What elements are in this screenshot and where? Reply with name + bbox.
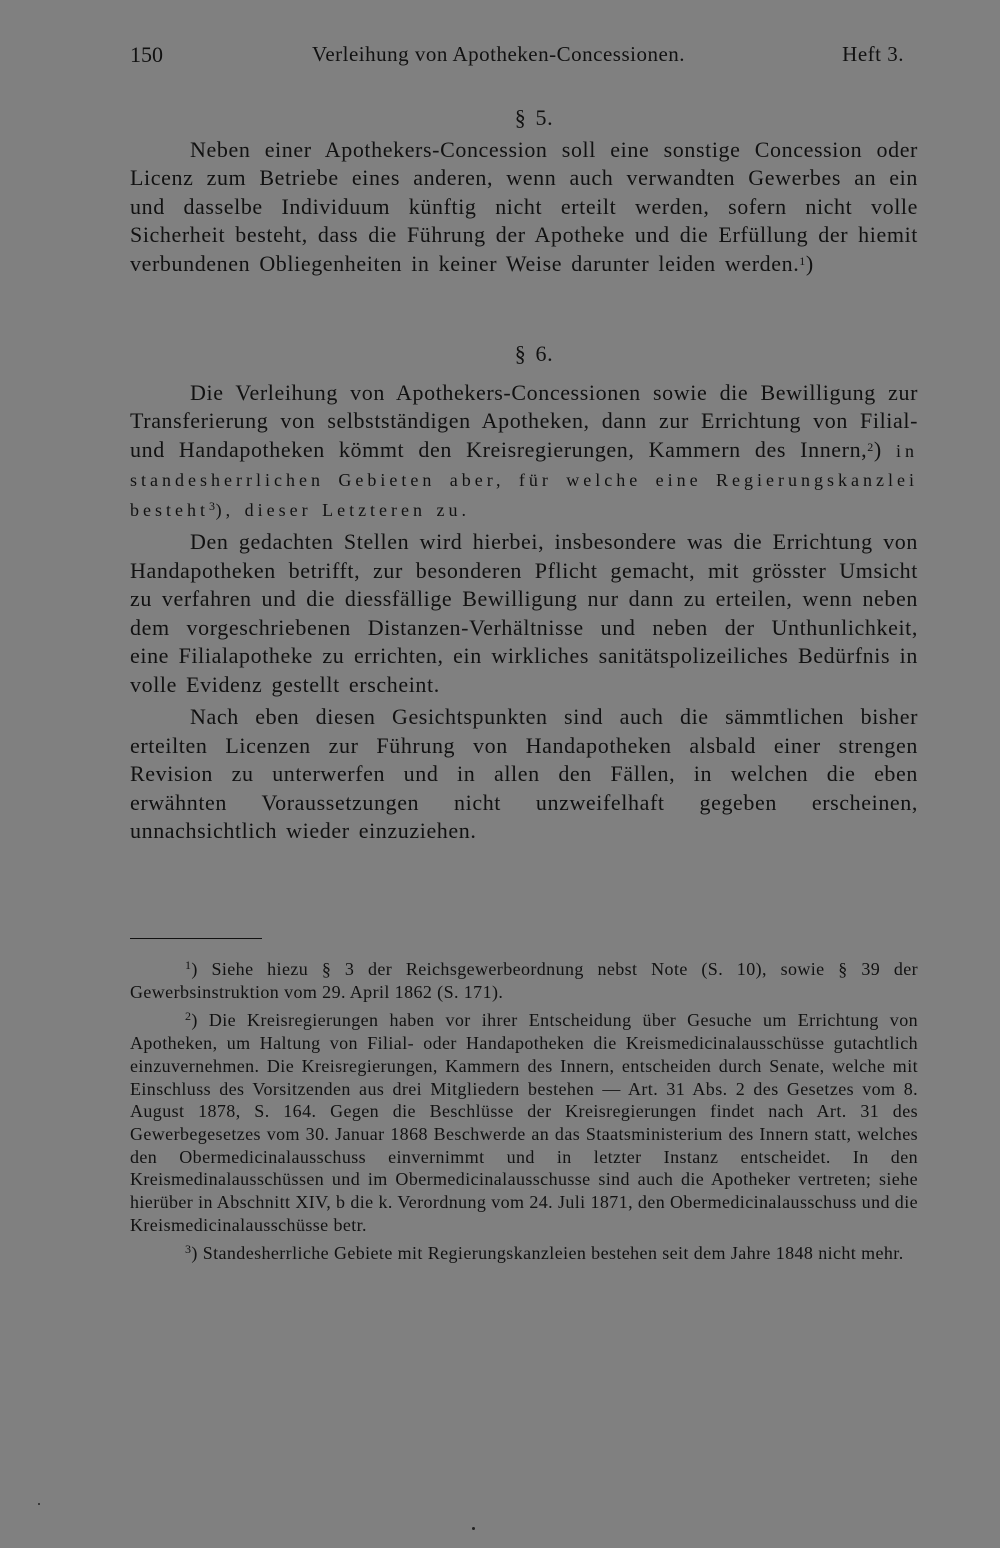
- section-6-p1-close: ): [873, 436, 882, 462]
- footnote-ref-close: ): [805, 250, 814, 276]
- section-5-paragraph: [130, 136, 918, 279]
- footnote-separator: [130, 938, 262, 939]
- section-5-text: Neben einer Apothekers-Concession soll eine sonstige Concession oder Licenz zum Betriebe eines anderen, wenn auch verwandten Gewerbes an ein und dasselbe Individuum künftig nicht erteilt werden, sofern nicht volle Sicherheit besteht, dass die Führung der Apotheke und die Erfüllung der hiemit verbundenen Obliegenheiten in keiner Weise darunter leiden werden.: [130, 136, 918, 276]
- footnote-2: [130, 1009, 918, 1236]
- footnote-3-number: 3: [185, 1242, 192, 1257]
- section-5: [130, 104, 918, 278]
- footnote-1: [130, 958, 918, 1003]
- section-6-spaced-end: ), dieser Letzteren zu.: [215, 499, 471, 520]
- footnote-2-number: 2: [185, 1009, 192, 1024]
- print-speck: [472, 1527, 475, 1530]
- footnote-3: [130, 1242, 918, 1265]
- footnote-2-text: ) Die Kreisregierungen haben vor ihrer Entscheidung über Gesuche um Errichtung von Apotheken, um Haltung von Filial- oder Handapotheken die Kreismedicinalausschüsse gutachtlich einzuvernehmen. Die Kreisregierungen, Kammern des Innern, entscheiden durch Senate, welche mit Einschluss des Vorsitzenden aus drei Mitgliedern bestehen — Art. 31 Abs. 2 des Gesetzes vom 8. August 1878, S. 164. Gegen die Beschlüsse der Kreisregierungen findet nach Art. 31 des Gewerbegesetzes vom 30. Januar 1868 Beschwerde an das Staatsministerium des Innern statt, welches den Obermedicinalausschuss einvernimmt und in letzter Instanz entscheidet. In den Kreismedinalausschüssen und im Obermedicinalausschusse sind auch die Apotheker vertreten; siehe hierüber in Abschnitt XIV, b die k. Verordnung vom 24. Juli 1871, den Obermedicinalausschuss und die Kreismedicinalausschüsse betr.: [130, 1010, 918, 1235]
- footnote-1-text: ) Siehe hiezu § 3 der Reichsgewerbeordnung nebst Note (S. 10), sowie § 39 der Gewerbsinstruktion vom 29. April 1862 (S. 171).: [130, 959, 918, 1002]
- footnote-ref-3: 3: [209, 498, 216, 513]
- page-number: 150: [130, 42, 163, 67]
- footnotes: [130, 958, 918, 1265]
- footnote-3-text: ) Standesherrliche Gebiete mit Regierungskanzleien bestehen seit dem Jahre 1848 nicht mehr.: [191, 1243, 904, 1264]
- footnote-ref-2: 2: [867, 439, 874, 454]
- section-6-paragraph-2: Den gedachten Stellen wird hierbei, insbesondere was die Errichtung von Handapotheken betrifft, zur besonderen Pflicht gemacht, mit grösster Umsicht zu verfahren und die diessfällige Bewilligung nur dann zu erteilen, wenn neben dem vorgeschriebenen Distanzen-Verhältnisse und neben der Unthunlichkeit, eine Filialapotheke zu errichten, ein wirkliches sanitätspolizeiliches Bedürfnis in volle Evidenz gestellt erscheint.: [130, 529, 918, 697]
- section-5-heading: § 5.: [514, 105, 554, 130]
- section-6: [130, 340, 918, 846]
- running-title: Verleihung von Apotheken-Concessionen.: [312, 42, 686, 66]
- print-speck: [38, 1503, 40, 1505]
- section-6-p1-text: Die Verleihung von Apothekers-Concessionen sowie die Bewilligung zur Transferierung von selbstständigen Apotheken, dann zur Errichtung von Filial- und Handapotheken kömmt den Kreisregierungen, Kammern des Innern,: [130, 379, 918, 462]
- section-6-heading: § 6.: [514, 341, 554, 366]
- footnote-ref-1: 1: [799, 253, 806, 268]
- section-6-spaced-text: in standesherrlichen Gebieten aber, für welche eine Regierungskanzlei besteht: [130, 440, 918, 520]
- running-header: [130, 42, 918, 72]
- issue-label: Heft 3.: [842, 42, 904, 66]
- footnote-1-number: 1: [185, 958, 192, 972]
- section-6-paragraph-1: [130, 379, 918, 525]
- section-6-paragraph-3: Nach eben diesen Gesichtspunkten sind auch die sämmtlichen bisher erteilten Licenzen zur Führung von Handapotheken alsbald einer strengen Revision zu unterwerfen und in allen den Fällen, in welchen die eben erwähnten Voraussetzungen nicht unzweifelhaft gegeben erscheinen, unnachsichtlich wieder einzuziehen.: [130, 704, 918, 843]
